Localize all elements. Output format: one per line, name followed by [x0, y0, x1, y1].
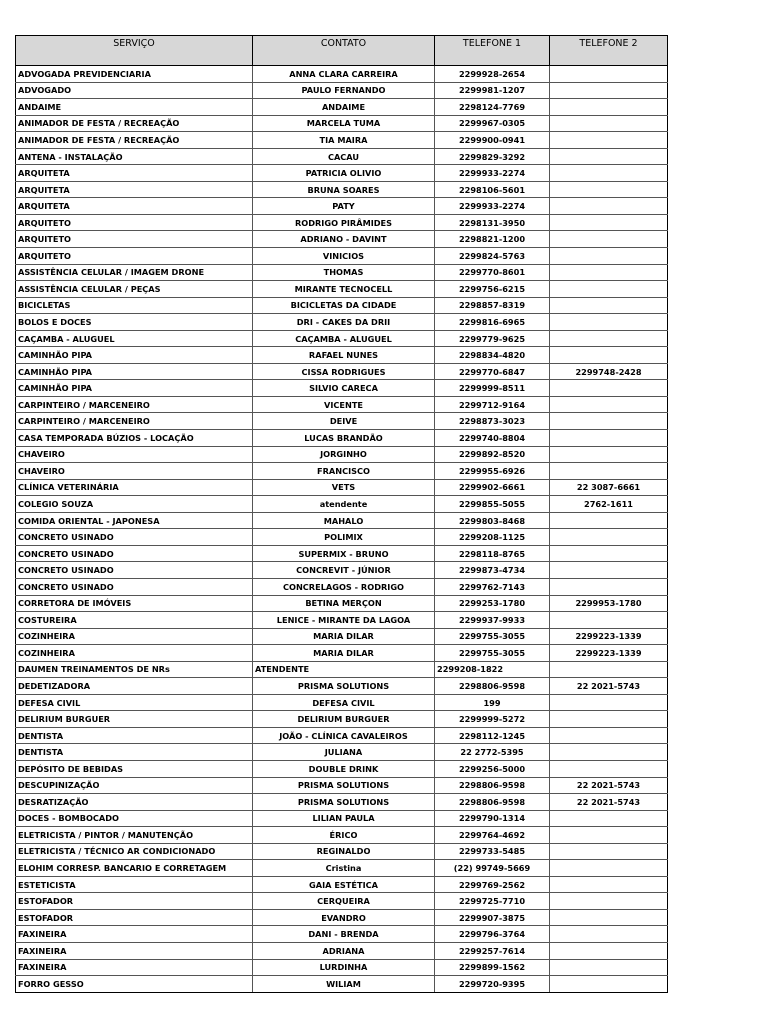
contact-cell: ÉRICO: [253, 827, 435, 844]
service-cell: FAXINEIRA: [16, 959, 253, 976]
contact-cell: MIRANTE TECNOCELL: [253, 281, 435, 298]
phone-2-cell: [550, 413, 668, 430]
phone-2-cell: [550, 926, 668, 943]
phone-1-cell: 2298124-7769: [435, 99, 550, 116]
phone-2-cell: [550, 396, 668, 413]
contact-cell: WILIAM: [253, 976, 435, 993]
phone-1-cell: 2299816-6965: [435, 314, 550, 331]
contact-cell: MARIA DILAR: [253, 645, 435, 662]
service-cell: CORRETORA DE IMÓVEIS: [16, 595, 253, 612]
phone-1-cell: 2299824-5763: [435, 248, 550, 265]
table-row: [16, 413, 668, 430]
contact-cell: atendente: [253, 496, 435, 513]
phone-2-cell: [550, 512, 668, 529]
header-telefone-2: TELEFONE 2: [550, 36, 668, 66]
phone-1-cell: 2299755-3055: [435, 628, 550, 645]
table-row: [16, 976, 668, 993]
table-row: [16, 578, 668, 595]
phone-2-cell: [550, 545, 668, 562]
phone-1-cell: 199: [435, 694, 550, 711]
contact-cell: PRISMA SOLUTIONS: [253, 678, 435, 695]
contact-cell: REGINALDO: [253, 843, 435, 860]
phone-2-cell: 22 2021-5743: [550, 678, 668, 695]
phone-1-cell: 2299257-7614: [435, 942, 550, 959]
contact-cell: RAFAEL NUNES: [253, 347, 435, 364]
phone-2-cell: [550, 612, 668, 629]
contact-cell: ADRIANA: [253, 942, 435, 959]
table-row: [16, 678, 668, 695]
service-cell: COZINHEIRA: [16, 645, 253, 662]
service-cell: COZINHEIRA: [16, 628, 253, 645]
table-row: [16, 645, 668, 662]
service-cell: ELOHIM CORRESP. BANCARIO E CORRETAGEM: [16, 860, 253, 877]
contact-cell: ATENDENTE: [253, 661, 435, 678]
service-cell: DOCES - BOMBOCADO: [16, 810, 253, 827]
table-row: [16, 463, 668, 480]
contact-cell: DOUBLE DRINK: [253, 760, 435, 777]
phone-2-cell: [550, 578, 668, 595]
table-row: [16, 959, 668, 976]
service-cell: FAXINEIRA: [16, 926, 253, 943]
phone-1-cell: 2299755-3055: [435, 645, 550, 662]
phone-1-cell: 2299933-2274: [435, 198, 550, 215]
header-servico: SERVIÇO: [16, 36, 253, 66]
contact-cell: ANNA CLARA CARREIRA: [253, 66, 435, 83]
phone-2-cell: [550, 330, 668, 347]
service-cell: DAUMEN TREINAMENTOS DE NRs: [16, 661, 253, 678]
table-row: [16, 281, 668, 298]
table-row: [16, 363, 668, 380]
contact-cell: SILVIO CARECA: [253, 380, 435, 397]
service-cell: ARQUITETO: [16, 214, 253, 231]
contact-cell: CACAU: [253, 148, 435, 165]
phone-1-cell: 2299720-9395: [435, 976, 550, 993]
table-row: [16, 297, 668, 314]
header-telefone-1: TELEFONE 1: [435, 36, 550, 66]
phone-1-cell: 2299873-4734: [435, 562, 550, 579]
phone-1-cell: 2299933-2274: [435, 165, 550, 182]
phone-1-cell: 2299796-3764: [435, 926, 550, 943]
phone-1-cell: 2299829-3292: [435, 148, 550, 165]
table-row: [16, 628, 668, 645]
phone-1-cell: 2299208-1822: [435, 661, 550, 678]
phone-2-cell: [550, 727, 668, 744]
service-cell: CONCRETO USINADO: [16, 562, 253, 579]
service-cell: DESCUPINIZAÇÃO: [16, 777, 253, 794]
table-row: [16, 99, 668, 116]
contact-cell: RODRIGO PIRÂMIDES: [253, 214, 435, 231]
service-cell: ANIMADOR DE FESTA / RECREAÇÃO: [16, 115, 253, 132]
header-row: [16, 36, 668, 66]
contact-cell: CONCRELAGOS - RODRIGO: [253, 578, 435, 595]
header-contato: CONTATO: [253, 36, 435, 66]
table-row: [16, 827, 668, 844]
phone-1-cell: 2299712-9164: [435, 396, 550, 413]
service-cell: ELETRICISTA / TÉCNICO AR CONDICIONADO: [16, 843, 253, 860]
table-row: [16, 446, 668, 463]
service-cell: COMIDA ORIENTAL - JAPONESA: [16, 512, 253, 529]
phone-1-cell: (22) 99749-5669: [435, 860, 550, 877]
phone-2-cell: [550, 562, 668, 579]
phone-2-cell: [550, 942, 668, 959]
phone-2-cell: 2299223-1339: [550, 645, 668, 662]
table-row: [16, 198, 668, 215]
contacts-table: [15, 35, 668, 993]
phone-2-cell: [550, 661, 668, 678]
contact-cell: VETS: [253, 479, 435, 496]
phone-1-cell: 2299902-6661: [435, 479, 550, 496]
contact-cell: CAÇAMBA - ALUGUEL: [253, 330, 435, 347]
contact-cell: ANDAIME: [253, 99, 435, 116]
table-row: [16, 231, 668, 248]
service-cell: ARQUITETA: [16, 165, 253, 182]
table-row: [16, 380, 668, 397]
service-cell: CAMINHÃO PIPA: [16, 380, 253, 397]
phone-2-cell: [550, 198, 668, 215]
phone-2-cell: [550, 760, 668, 777]
contact-cell: LILIAN PAULA: [253, 810, 435, 827]
contact-cell: CISSA RODRIGUES: [253, 363, 435, 380]
contact-cell: LENICE - MIRANTE DA LAGOA: [253, 612, 435, 629]
phone-1-cell: 2299999-5272: [435, 711, 550, 728]
phone-1-cell: 2299779-9625: [435, 330, 550, 347]
phone-2-cell: [550, 893, 668, 910]
contact-cell: DELIRIUM BURGUER: [253, 711, 435, 728]
service-cell: ESTETICISTA: [16, 876, 253, 893]
contact-cell: LURDINHA: [253, 959, 435, 976]
phone-2-cell: 2299953-1780: [550, 595, 668, 612]
phone-1-cell: 2298834-4820: [435, 347, 550, 364]
contact-cell: PATY: [253, 198, 435, 215]
phone-2-cell: 2299748-2428: [550, 363, 668, 380]
phone-1-cell: 2299899-1562: [435, 959, 550, 976]
contact-cell: JOÃO - CLÍNICA CAVALEIROS: [253, 727, 435, 744]
service-cell: ESTOFADOR: [16, 909, 253, 926]
phone-1-cell: 2299770-8601: [435, 264, 550, 281]
phone-1-cell: 2299999-8511: [435, 380, 550, 397]
table-row: [16, 512, 668, 529]
phone-1-cell: 2299764-4692: [435, 827, 550, 844]
table-row: [16, 264, 668, 281]
phone-1-cell: 2299253-1780: [435, 595, 550, 612]
service-cell: CLÍNICA VETERINÁRIA: [16, 479, 253, 496]
service-cell: DESRATIZAÇÃO: [16, 794, 253, 811]
service-cell: CONCRETO USINADO: [16, 529, 253, 546]
table-row: [16, 810, 668, 827]
table-row: [16, 314, 668, 331]
phone-2-cell: [550, 909, 668, 926]
table-row: [16, 479, 668, 496]
phone-1-cell: 2298131-3950: [435, 214, 550, 231]
contact-cell: TIA MAIRA: [253, 132, 435, 149]
service-cell: ELETRICISTA / PINTOR / MANUTENÇÃO: [16, 827, 253, 844]
table-body: [16, 66, 668, 993]
table-row: [16, 760, 668, 777]
phone-2-cell: [550, 529, 668, 546]
phone-1-cell: 2299762-7143: [435, 578, 550, 595]
contact-cell: EVANDRO: [253, 909, 435, 926]
service-cell: BOLOS E DOCES: [16, 314, 253, 331]
phone-1-cell: 2299725-7710: [435, 893, 550, 910]
table-row: [16, 744, 668, 761]
service-cell: DEPÓSITO DE BEBIDAS: [16, 760, 253, 777]
phone-2-cell: [550, 297, 668, 314]
contact-cell: BETINA MERÇON: [253, 595, 435, 612]
table-row: [16, 347, 668, 364]
table-row: [16, 909, 668, 926]
phone-2-cell: [550, 876, 668, 893]
service-cell: DENTISTA: [16, 744, 253, 761]
service-cell: ASSISTÊNCIA CELULAR / IMAGEM DRONE: [16, 264, 253, 281]
phone-2-cell: [550, 148, 668, 165]
phone-2-cell: [550, 181, 668, 198]
table-row: [16, 330, 668, 347]
phone-2-cell: [550, 115, 668, 132]
service-cell: CAMINHÃO PIPA: [16, 363, 253, 380]
phone-2-cell: [550, 314, 668, 331]
service-cell: CONCRETO USINADO: [16, 578, 253, 595]
phone-2-cell: [550, 446, 668, 463]
phone-2-cell: [550, 132, 668, 149]
contact-cell: MAHALO: [253, 512, 435, 529]
service-cell: CAÇAMBA - ALUGUEL: [16, 330, 253, 347]
phone-2-cell: [550, 694, 668, 711]
table-row: [16, 396, 668, 413]
contact-cell: CERQUEIRA: [253, 893, 435, 910]
phone-1-cell: 2299208-1125: [435, 529, 550, 546]
table-row: [16, 562, 668, 579]
service-cell: CASA TEMPORADA BÚZIOS - LOCAÇÃO: [16, 430, 253, 447]
table-row: [16, 529, 668, 546]
phone-2-cell: [550, 165, 668, 182]
contact-cell: BRUNA SOARES: [253, 181, 435, 198]
phone-2-cell: 22 2021-5743: [550, 794, 668, 811]
phone-1-cell: 2299803-8468: [435, 512, 550, 529]
table-row: [16, 694, 668, 711]
phone-2-cell: [550, 281, 668, 298]
table-row: [16, 165, 668, 182]
table-row: [16, 496, 668, 513]
table-row: [16, 148, 668, 165]
contact-cell: LUCAS BRANDÃO: [253, 430, 435, 447]
phone-1-cell: 2299981-1207: [435, 82, 550, 99]
phone-2-cell: 2762-1611: [550, 496, 668, 513]
contact-cell: DRI - CAKES DA DRII: [253, 314, 435, 331]
phone-1-cell: 2298821-1200: [435, 231, 550, 248]
table-row: [16, 115, 668, 132]
service-cell: CAMINHÃO PIPA: [16, 347, 253, 364]
table-row: [16, 942, 668, 959]
contact-cell: SUPERMIX - BRUNO: [253, 545, 435, 562]
phone-1-cell: 2298857-8319: [435, 297, 550, 314]
table-row: [16, 181, 668, 198]
phone-1-cell: 2298873-3023: [435, 413, 550, 430]
service-cell: ANIMADOR DE FESTA / RECREAÇÃO: [16, 132, 253, 149]
contact-cell: Cristina: [253, 860, 435, 877]
table-row: [16, 595, 668, 612]
phone-2-cell: 22 3087-6661: [550, 479, 668, 496]
service-cell: ADVOGADO: [16, 82, 253, 99]
contact-cell: JULIANA: [253, 744, 435, 761]
table-row: [16, 214, 668, 231]
phone-1-cell: 2299900-0941: [435, 132, 550, 149]
phone-2-cell: [550, 264, 668, 281]
table-row: [16, 545, 668, 562]
contact-cell: MARCELA TUMA: [253, 115, 435, 132]
phone-1-cell: 2299892-8520: [435, 446, 550, 463]
service-cell: ARQUITETA: [16, 198, 253, 215]
contact-cell: DEFESA CIVIL: [253, 694, 435, 711]
phone-2-cell: [550, 380, 668, 397]
phone-2-cell: [550, 860, 668, 877]
contact-cell: DANI - BRENDA: [253, 926, 435, 943]
phone-1-cell: 2299907-3875: [435, 909, 550, 926]
table-row: [16, 132, 668, 149]
service-cell: ASSISTÊNCIA CELULAR / PEÇAS: [16, 281, 253, 298]
phone-2-cell: [550, 810, 668, 827]
table-row: [16, 777, 668, 794]
phone-1-cell: 2299769-2562: [435, 876, 550, 893]
contact-cell: PATRICIA OLIVIO: [253, 165, 435, 182]
service-cell: COSTUREIRA: [16, 612, 253, 629]
phone-1-cell: 2298118-8765: [435, 545, 550, 562]
phone-1-cell: 2299955-6926: [435, 463, 550, 480]
contact-cell: JORGINHO: [253, 446, 435, 463]
table-row: [16, 926, 668, 943]
phone-1-cell: 2299937-9933: [435, 612, 550, 629]
phone-2-cell: 22 2021-5743: [550, 777, 668, 794]
service-cell: COLEGIO SOUZA: [16, 496, 253, 513]
phone-2-cell: [550, 231, 668, 248]
phone-1-cell: 2299756-6215: [435, 281, 550, 298]
phone-1-cell: 2298106-5601: [435, 181, 550, 198]
service-cell: DENTISTA: [16, 727, 253, 744]
table-row: [16, 860, 668, 877]
phone-2-cell: [550, 347, 668, 364]
contact-cell: GAIA ESTÉTICA: [253, 876, 435, 893]
phone-2-cell: [550, 99, 668, 116]
table-row: [16, 893, 668, 910]
phone-1-cell: 2299967-0305: [435, 115, 550, 132]
contact-cell: THOMAS: [253, 264, 435, 281]
phone-1-cell: 2299928-2654: [435, 66, 550, 83]
service-cell: FAXINEIRA: [16, 942, 253, 959]
service-cell: CONCRETO USINADO: [16, 545, 253, 562]
table-row: [16, 82, 668, 99]
phone-2-cell: [550, 82, 668, 99]
service-cell: CARPINTEIRO / MARCENEIRO: [16, 413, 253, 430]
table-row: [16, 711, 668, 728]
contact-cell: PAULO FERNANDO: [253, 82, 435, 99]
service-cell: ANTENA - INSTALAÇÃO: [16, 148, 253, 165]
table-row: [16, 612, 668, 629]
contact-cell: VINICIOS: [253, 248, 435, 265]
service-cell: ARQUITETO: [16, 231, 253, 248]
service-cell: DELIRIUM BURGUER: [16, 711, 253, 728]
table-row: [16, 876, 668, 893]
phone-1-cell: 2299790-1314: [435, 810, 550, 827]
table-row: [16, 66, 668, 83]
contact-cell: ADRIANO - DAVINT: [253, 231, 435, 248]
service-cell: ESTOFADOR: [16, 893, 253, 910]
service-cell: CHAVEIRO: [16, 446, 253, 463]
contact-cell: PRISMA SOLUTIONS: [253, 777, 435, 794]
table-row: [16, 430, 668, 447]
service-cell: ANDAIME: [16, 99, 253, 116]
contact-cell: VICENTE: [253, 396, 435, 413]
phone-1-cell: 2299770-6847: [435, 363, 550, 380]
service-cell: DEFESA CIVIL: [16, 694, 253, 711]
service-cell: CARPINTEIRO / MARCENEIRO: [16, 396, 253, 413]
service-cell: ARQUITETO: [16, 248, 253, 265]
contact-cell: FRANCISCO: [253, 463, 435, 480]
service-cell: FORRO GESSO: [16, 976, 253, 993]
phone-2-cell: [550, 843, 668, 860]
phone-2-cell: [550, 214, 668, 231]
phone-1-cell: 2298806-9598: [435, 777, 550, 794]
contact-cell: BICICLETAS DA CIDADE: [253, 297, 435, 314]
phone-1-cell: 22 2772-5395: [435, 744, 550, 761]
service-cell: ADVOGADA PREVIDENCIARIA: [16, 66, 253, 83]
service-cell: ARQUITETA: [16, 181, 253, 198]
service-cell: CHAVEIRO: [16, 463, 253, 480]
contact-cell: PRISMA SOLUTIONS: [253, 794, 435, 811]
phone-1-cell: 2298806-9598: [435, 678, 550, 695]
phone-1-cell: 2299733-5485: [435, 843, 550, 860]
phone-2-cell: [550, 430, 668, 447]
phone-2-cell: [550, 827, 668, 844]
phone-2-cell: [550, 744, 668, 761]
phone-2-cell: [550, 66, 668, 83]
phone-2-cell: 2299223-1339: [550, 628, 668, 645]
phone-1-cell: 2298112-1245: [435, 727, 550, 744]
phone-1-cell: 2299855-5055: [435, 496, 550, 513]
table-row: [16, 248, 668, 265]
contact-cell: POLIMIX: [253, 529, 435, 546]
contact-cell: MARIA DILAR: [253, 628, 435, 645]
phone-1-cell: 2299740-8804: [435, 430, 550, 447]
phone-1-cell: 2298806-9598: [435, 794, 550, 811]
table-row: [16, 843, 668, 860]
phone-2-cell: [550, 248, 668, 265]
contact-cell: CONCREVIT - JÚNIOR: [253, 562, 435, 579]
service-cell: BICICLETAS: [16, 297, 253, 314]
table-row: [16, 661, 668, 678]
phone-1-cell: 2299256-5000: [435, 760, 550, 777]
table-row: [16, 794, 668, 811]
table-row: [16, 727, 668, 744]
service-cell: DEDETIZADORA: [16, 678, 253, 695]
phone-2-cell: [550, 711, 668, 728]
phone-2-cell: [550, 959, 668, 976]
contact-cell: DEIVE: [253, 413, 435, 430]
phone-2-cell: [550, 976, 668, 993]
phone-2-cell: [550, 463, 668, 480]
